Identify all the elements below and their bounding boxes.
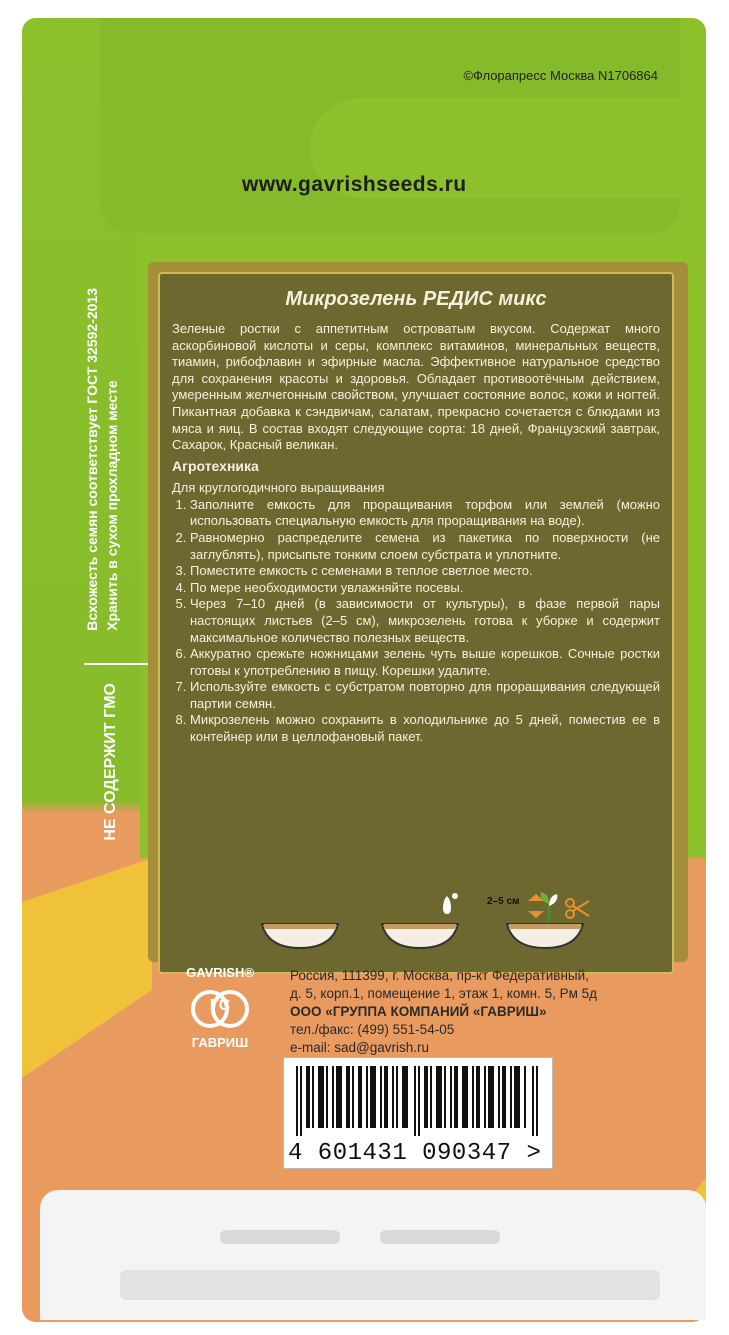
info-panel [158,272,674,974]
side-line-germination: Всхожесть семян соответствует ГОСТ 32592-2013 [84,288,100,631]
company-name: ООО «ГРУППА КОМПАНИЙ «ГАВРИШ» [290,1004,547,1019]
copyright-text: ©Флорапресс Москва N1706864 [463,68,658,83]
agro-subheading: Для круглогодичного выращивания [172,479,385,495]
side-divider [84,663,156,665]
sprout-icon [537,890,561,922]
website-url: www.gavrishseeds.ru [242,173,467,196]
blurred-area [380,1230,500,1244]
bowl-water-icon [380,920,460,950]
logo-cyrillic: ГАВРИШ [191,1035,249,1050]
step-item: 5. Через 7–10 дней (в зависимости от культуры), в фазе первой пары настоящих листьев (2–5 см), микрозелень готова к уборке и содержит максимальное количество полезных веществ. [190,596,660,646]
contact-address [290,967,597,1057]
agro-heading: Агротехника [172,457,259,474]
scissors-icon [565,898,591,920]
step-item: 2. Равномерно распределите семена из пакетика по поверхности (не заглублять), присыпьте тонким слоем субстрата и уплотните. [190,530,660,563]
height-label: 2–5 см [487,896,520,907]
barcode [283,1057,553,1169]
step-item: 7. Используйте емкость с субстратом повторно для проращивания следующей партии семян. [190,679,660,712]
growing-pictograms [255,890,595,960]
top-flap [100,18,680,233]
address-line-1: Россия, 111399, г. Москва, пр-кт Федеративный, [290,968,589,983]
blurred-area [220,1230,340,1244]
logo-latin: GAVRISH® [186,965,254,980]
side-line-storage: Хранить в сухом прохладном месте [104,380,120,631]
growing-steps [190,497,660,746]
step-item: 6. Аккуратно срежьте ножницами зелень чуть выше корешков. Сочные ростки готовы к употреблению в пищу. Корешки удалите. [190,646,660,679]
barcode-bars [296,1066,540,1136]
step-item: 3. Поместите емкость с семенами в теплое светлое место. [190,563,660,580]
barcode-digits: 4 601431 090347 > [288,1140,542,1167]
water-drop-icon [433,890,463,920]
product-title: Микрозелень РЕДИС микс [285,288,547,310]
gavrish-logo [180,965,260,1055]
no-gmo-label: НЕ СОДЕРЖИТ ГМО [102,683,119,841]
bottom-strip [40,1190,706,1320]
step-item: 4. По мере необходимости увлажняйте посевы. [190,580,660,597]
bowl-soil-icon [260,920,340,950]
logo-mark: ГС [209,997,231,1014]
step-item: 1. Заполните емкость для проращивания торфом или землей (можно использовать специальную емкость для проращивания на воде). [190,497,660,530]
phone: тел./факс: (499) 551-54-05 [290,1022,455,1037]
side-storage-text [82,288,122,631]
product-description: Зеленые ростки с аппетитным островатым вкусом. Содержат много аскорбиновой кислоты и серы, комплекс витаминов, минеральных веществ, тиамин, рибофлавин и эфирные масла. Эффективное натуральное средство для сохранения красоты и здоровья. Обладает противоотёчным действием, умеренным желчегонным свойством, улучшает состояние волос, кожи и ногтей. Пикантная добавка к сэндвичам, салатам, прекрасно сочетается с блюдами из мяса и яиц. В состав входят следующие сорта: 18 дней, Французский завтрак, Сахарок, Красный великан. [172,321,660,453]
address-line-2: д. 5, корп.1, помещение 1, этаж 1, комн. 5, Рм 5д [290,986,598,1001]
blurred-area [120,1270,660,1300]
bowl-sprouts-icon [505,920,585,950]
step-item: 8. Микрозелень можно сохранить в холодильнике до 5 дней, поместив ее в контейнер или в целлофановый пакет. [190,712,660,745]
email: e-mail: sad@gavrish.ru [290,1040,430,1055]
